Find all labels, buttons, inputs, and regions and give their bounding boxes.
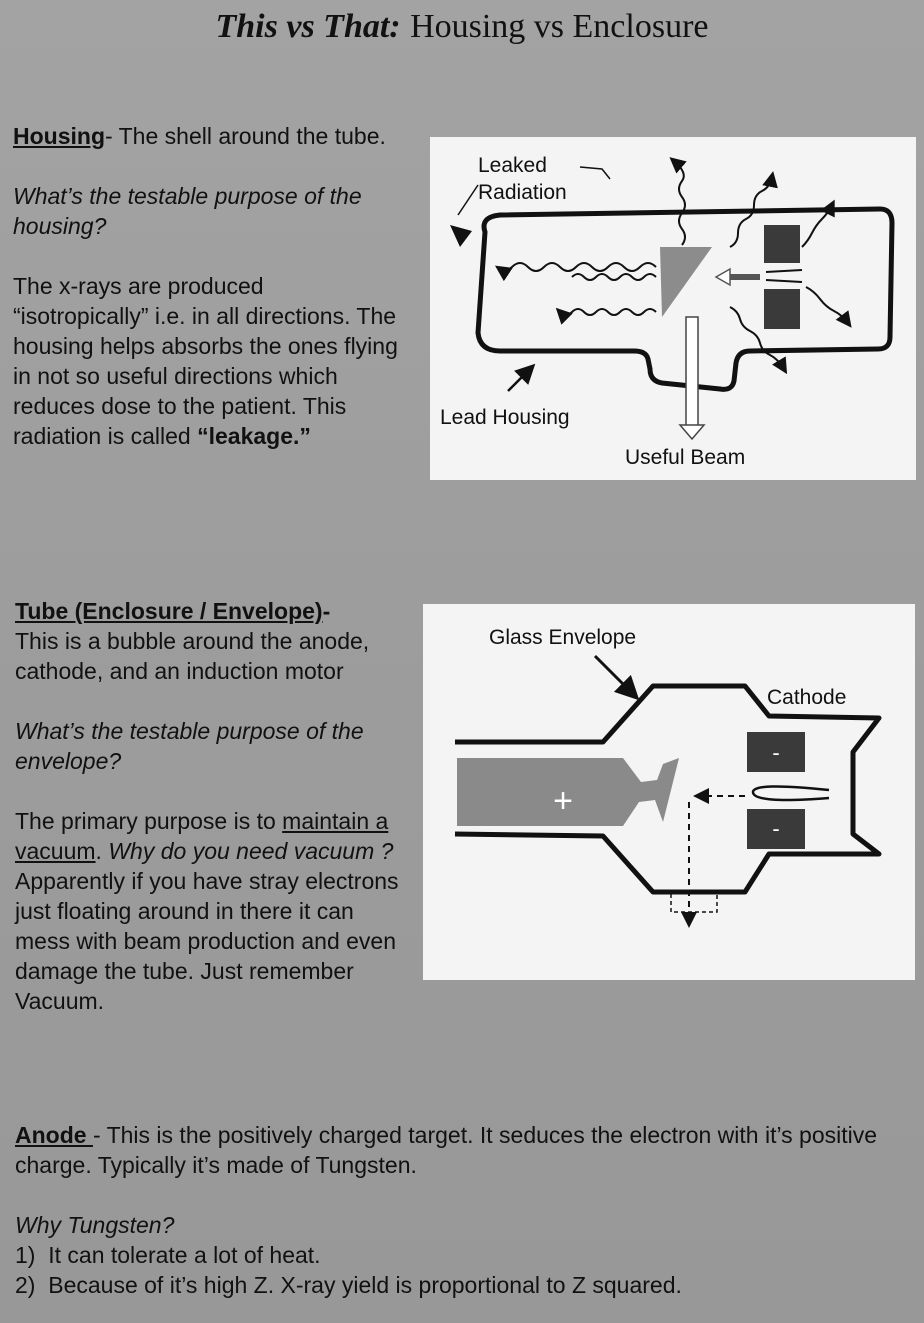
housing-heading: Housing <box>13 123 105 149</box>
cathode-label: Cathode <box>767 686 847 709</box>
housing-question: What’s the testable purpose of the housing? <box>13 183 362 239</box>
cathode-minus-bottom: - <box>772 816 780 841</box>
leaked-label-1: Leaked <box>478 154 547 177</box>
cathode-block-bottom <box>764 289 800 329</box>
anode-description: Anode - This is the positively charged target. It seduces the electron with it’s positive charge. Typically it’s made of Tungsten. <box>15 1122 878 1178</box>
tube-question: What’s the testable purpose of the envelope? <box>15 718 364 774</box>
title-italic: This vs That: <box>215 8 401 45</box>
tube-diagram-svg <box>423 604 915 980</box>
anode-target <box>660 247 712 317</box>
cathode-block-top <box>764 225 800 263</box>
tube-answer: The primary purpose is to maintain a vacuum. Why do you need vacuum ? Apparently if you have stray electrons just floating around in there it can mess with beam production and even damage the tube. Just remember Vacuum. <box>15 808 399 1014</box>
anode-list-item-1: 1) It can tolerate a lot of heat. <box>15 1242 321 1268</box>
title-plain: Housing vs Enclosure <box>410 8 709 45</box>
tube-section <box>15 596 415 1016</box>
anode-list-item-2: 2) Because of it’s high Z. X-ray yield is proportional to Z squared. <box>15 1272 682 1298</box>
tube-definition: This is a bubble around the anode, cathode, and an induction motor <box>15 628 370 684</box>
anode-heading: Anode <box>15 1122 93 1148</box>
housing-diagram <box>430 137 916 480</box>
tube-heading-line: Tube (Enclosure / Envelope)- <box>15 598 331 624</box>
glass-envelope-label: Glass Envelope <box>489 626 637 649</box>
useful-beam-label: Useful Beam <box>625 446 746 469</box>
anode-question: Why Tungsten? <box>15 1212 175 1238</box>
tube-heading: Tube (Enclosure / Envelope) <box>15 598 323 624</box>
page-title <box>0 4 924 49</box>
housing-diagram-svg <box>430 137 916 480</box>
lead-housing-label: Lead Housing <box>440 406 570 429</box>
cathode-minus-top: - <box>772 740 780 765</box>
housing-answer: The x-rays are produced “isotropically” i.e. in all directions. The housing helps absorbs the ones flying in not so useful directions which reduces dose to the patient. This radiation is called “leakage.” <box>13 273 398 449</box>
anode-plus-sign: + <box>553 782 573 820</box>
housing-section <box>13 121 401 451</box>
tube-diagram <box>423 604 915 980</box>
leaked-label-2: Radiation <box>478 181 567 204</box>
housing-definition: Housing- The shell around the tube. <box>13 123 386 149</box>
anode-section <box>15 1120 910 1300</box>
